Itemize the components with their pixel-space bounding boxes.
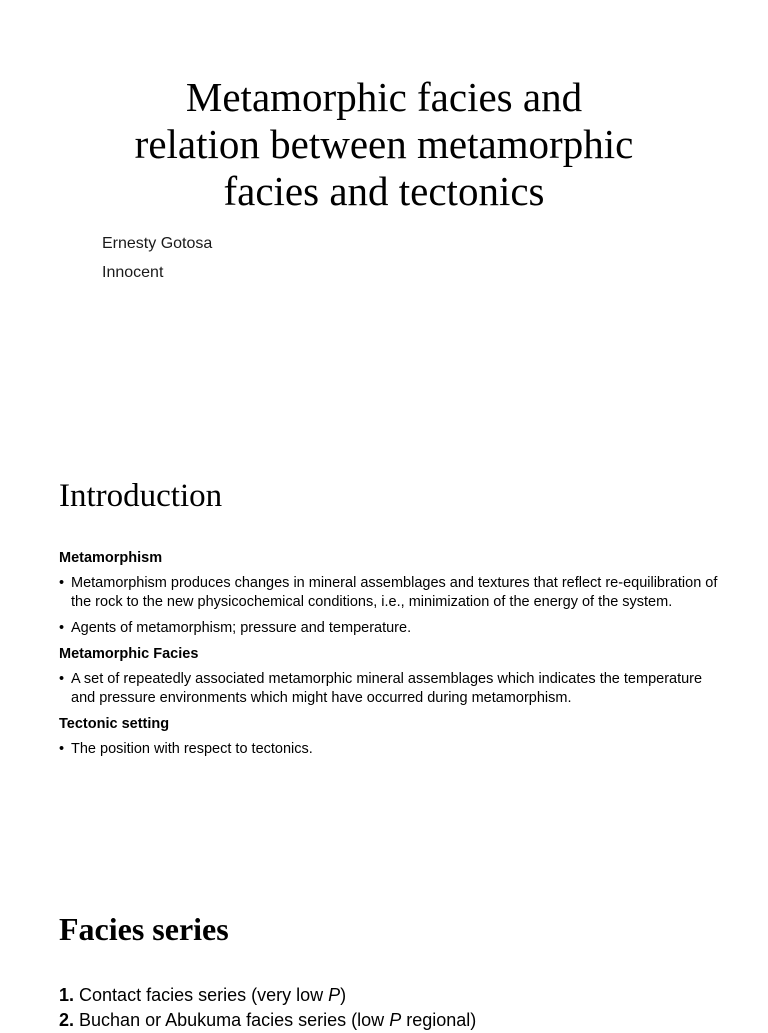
author-list — [102, 229, 212, 287]
introduction-slide — [0, 440, 768, 880]
introduction-body — [59, 549, 719, 766]
bullet-item — [59, 670, 719, 708]
item-number: 2. — [59, 1010, 75, 1030]
item-variable: P — [328, 985, 341, 1005]
facies-series-heading: Facies series — [59, 911, 229, 947]
bullet-item — [59, 574, 719, 612]
title-line: Metamorphic facies and — [185, 74, 583, 120]
bullet-dot-icon: • — [59, 741, 65, 757]
item-suffix: ) — [340, 985, 347, 1005]
facies-series-slide — [0, 880, 768, 1030]
list-item — [59, 1008, 739, 1033]
title-line: relation between metamorphic — [134, 121, 634, 167]
bullet-text: Metamorphism produces changes in mineral assemblages and textures that reflect re-equilibration of the rock to the new physicochemical conditions, i.e., minimization of the energy of the system. — [71, 575, 718, 610]
facies-series-list — [59, 983, 739, 1033]
list-item — [59, 983, 739, 1008]
section-label-metamorphism: Metamorphism — [59, 550, 163, 566]
item-variable: P — [389, 1010, 402, 1030]
slide-title — [60, 74, 708, 215]
bullet-item — [59, 619, 719, 638]
title-slide — [0, 0, 768, 440]
bullet-dot-icon: • — [59, 620, 65, 636]
title-line: facies and tectonics — [223, 168, 545, 214]
bullet-item — [59, 740, 719, 759]
bullet-text: The position with respect to tectonics. — [71, 741, 313, 757]
item-number: 1. — [59, 985, 75, 1005]
author-name: Ernesty Gotosa — [102, 235, 213, 252]
section-label-tectonic-setting: Tectonic setting — [59, 716, 170, 732]
item-text: Buchan or Abukuma facies series (low — [79, 1010, 390, 1030]
introduction-heading: Introduction — [59, 478, 223, 514]
bullet-text: A set of repeatedly associated metamorphic mineral assemblages which indicates the temperature and pressure environments which might have occurred during metamorphism. — [71, 671, 703, 706]
item-suffix: regional) — [401, 1010, 477, 1030]
bullet-dot-icon: • — [59, 671, 65, 687]
author-name: Innocent — [102, 264, 164, 281]
section-label-metamorphic-facies: Metamorphic Facies — [59, 646, 199, 662]
bullet-dot-icon: • — [59, 575, 65, 591]
item-text: Contact facies series (very low — [79, 985, 329, 1005]
bullet-text: Agents of metamorphism; pressure and temperature. — [71, 620, 412, 636]
